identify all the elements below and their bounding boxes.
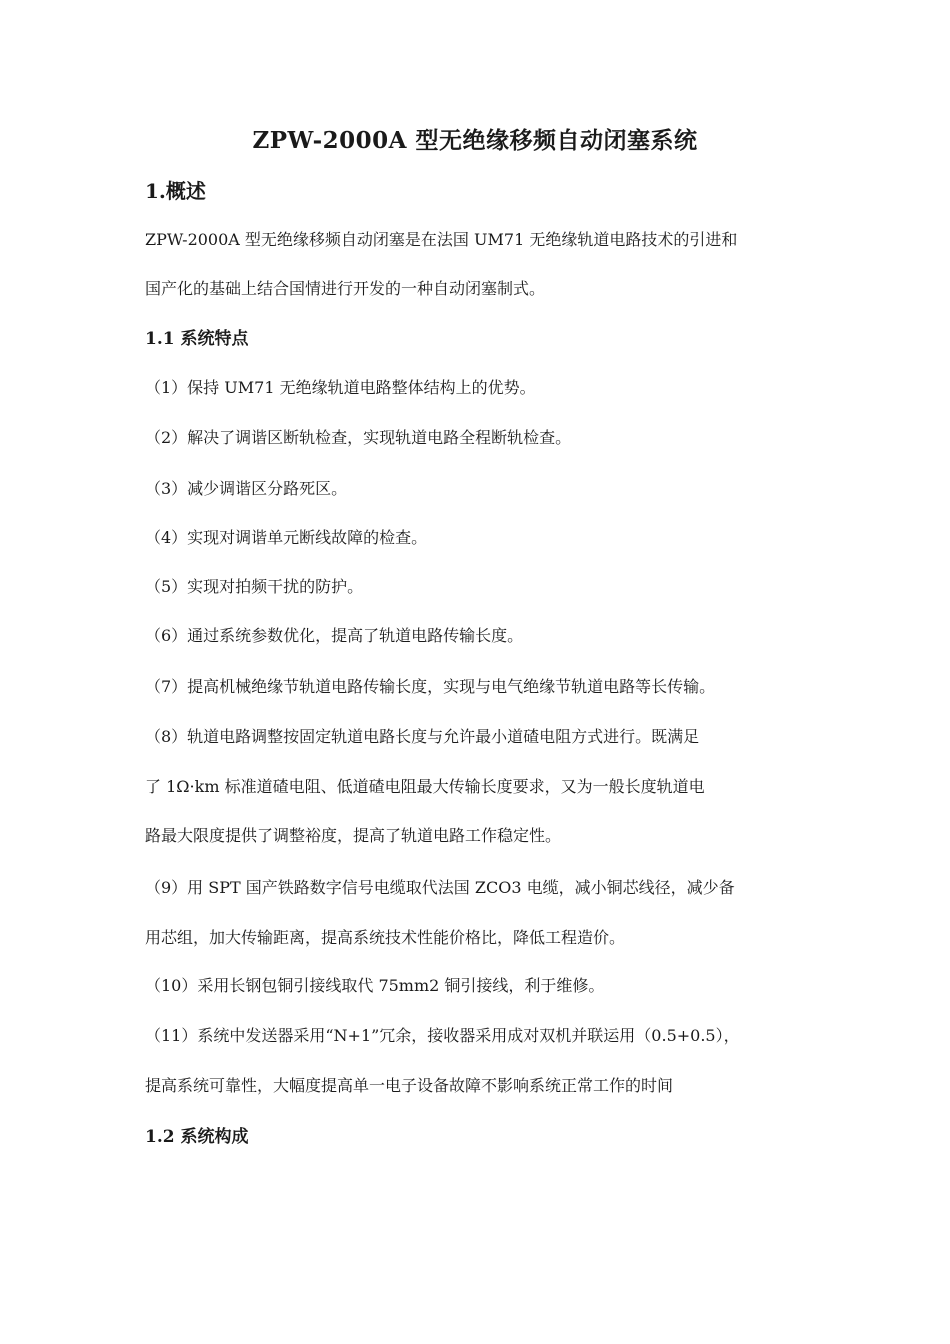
feature-item-10: （10）采用长钢包铜引接线取代 75mm2 铜引接线，利于维修。 (145, 976, 605, 995)
feature-item-5: （5）实现对拍频干扰的防护。 (145, 577, 364, 596)
feature-item-9-line-1: （9）用 SPT 国产铁路数字信号电缆取代法国 ZCO3 电缆，减小铜芯线径，减少备 (145, 878, 735, 897)
section-heading-overview: 1.概述 (145, 179, 206, 203)
feature-item-8-line-3: 路最大限度提供了调整裕度，提高了轨道电路工作稳定性。 (145, 826, 562, 845)
feature-item-11-line-1: （11）系统中发送器采用“N+1”冗余，接收器采用成对双机并联运用（0.5+0.5）， (145, 1026, 740, 1045)
intro-paragraph-line-1: ZPW-2000A 型无绝缘移频自动闭塞是在法国 UM71 无绝缘轨道电路技术的引进和 (145, 230, 738, 249)
feature-item-6: （6）通过系统参数优化，提高了轨道电路传输长度。 (145, 626, 524, 645)
feature-item-8-line-2: 了 1Ω·km 标准道碴电阻、低道碴电阻最大传输长度要求，又为一般长度轨道电 (145, 777, 705, 796)
feature-item-9-line-2: 用芯组，加大传输距离，提高系统技术性能价格比，降低工程造价。 (145, 928, 626, 947)
section-heading-composition: 1.2 系统构成 (145, 1127, 249, 1147)
document-title: ZPW-2000A 型无绝缘移频自动闭塞系统 (252, 127, 698, 154)
intro-paragraph-line-2: 国产化的基础上结合国情进行开发的一种自动闭塞制式。 (145, 279, 546, 298)
feature-item-2: （2）解决了调谐区断轨检查，实现轨道电路全程断轨检查。 (145, 428, 572, 447)
feature-item-7: （7）提高机械绝缘节轨道电路传输长度，实现与电气绝缘节轨道电路等长传输。 (145, 677, 716, 696)
feature-item-1: （1）保持 UM71 无绝缘轨道电路整体结构上的优势。 (145, 378, 536, 397)
section-heading-features: 1.1 系统特点 (145, 329, 249, 349)
feature-item-8-line-1: （8）轨道电路调整按固定轨道电路长度与允许最小道碴电阻方式进行。既满足 (145, 727, 700, 746)
feature-item-3: （3）减少调谐区分路死区。 (145, 479, 348, 498)
feature-item-4: （4）实现对调谐单元断线故障的检查。 (145, 528, 428, 547)
feature-item-11-line-2: 提高系统可靠性，大幅度提高单一电子设备故障不影响系统正常工作的时间 (145, 1076, 674, 1095)
